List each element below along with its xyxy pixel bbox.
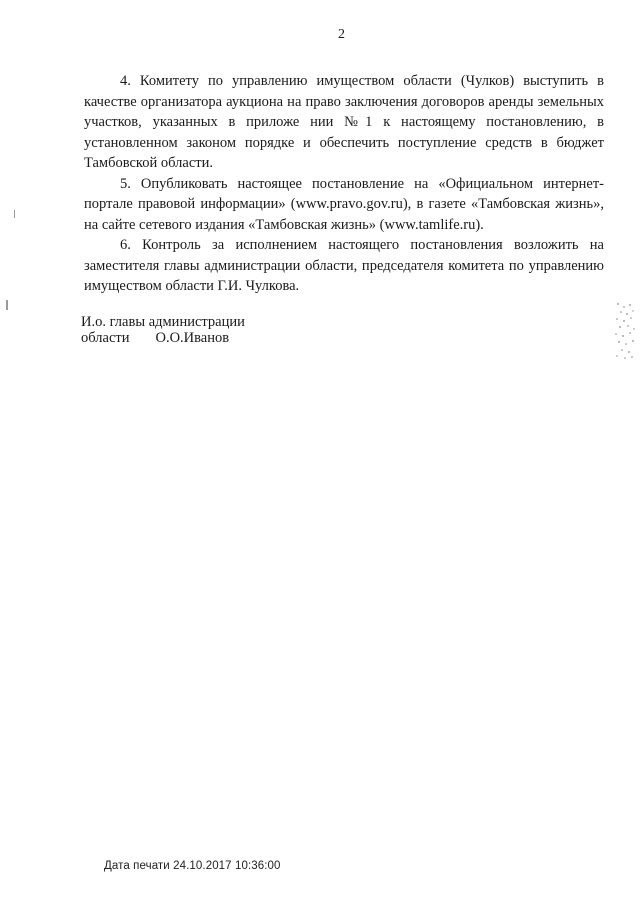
scan-noise-icon	[612, 300, 638, 362]
document-body	[84, 71, 604, 297]
scan-edge-mark	[14, 210, 15, 218]
signatory-name: О.О.Иванов	[155, 330, 230, 346]
scan-edge-mark	[6, 300, 8, 310]
paragraph-item-4: 4. Комитету по управлению имуществом области (Чулков) выступить в качестве организатора аукциона на право заключения договоров аренды земельных участков, указанных в приложе нии №1 к настоящему постановлению, в установленном законом порядке и обеспечить поступление средств в бюджет Тамбовской области.	[84, 73, 604, 171]
paragraph-item-6: 6. Контроль за исполнением настоящего постановления возложить на заместителя главы администрации области, председателя комитета по управлению имуществом области Г.И. Чулкова.	[84, 237, 604, 294]
paragraph-item-5: 5. Опубликовать настоящее постановление на «Официальном интернет-портале правовой информации» (www.pravo.gov.ru), в газете «Тамбовская жизнь», на сайте сетевого издания «Тамбовская жизнь» (www.tamlife.ru).	[84, 175, 604, 233]
signature-block	[81, 314, 245, 346]
signatory-title-line1: И.о. главы администрации	[81, 314, 245, 330]
print-date: Дата печати 24.10.2017 10:36:00	[104, 860, 281, 872]
signatory-title-line2-row	[81, 330, 245, 346]
page-number: 2	[338, 27, 345, 42]
signatory-title-line2: области	[81, 330, 130, 346]
